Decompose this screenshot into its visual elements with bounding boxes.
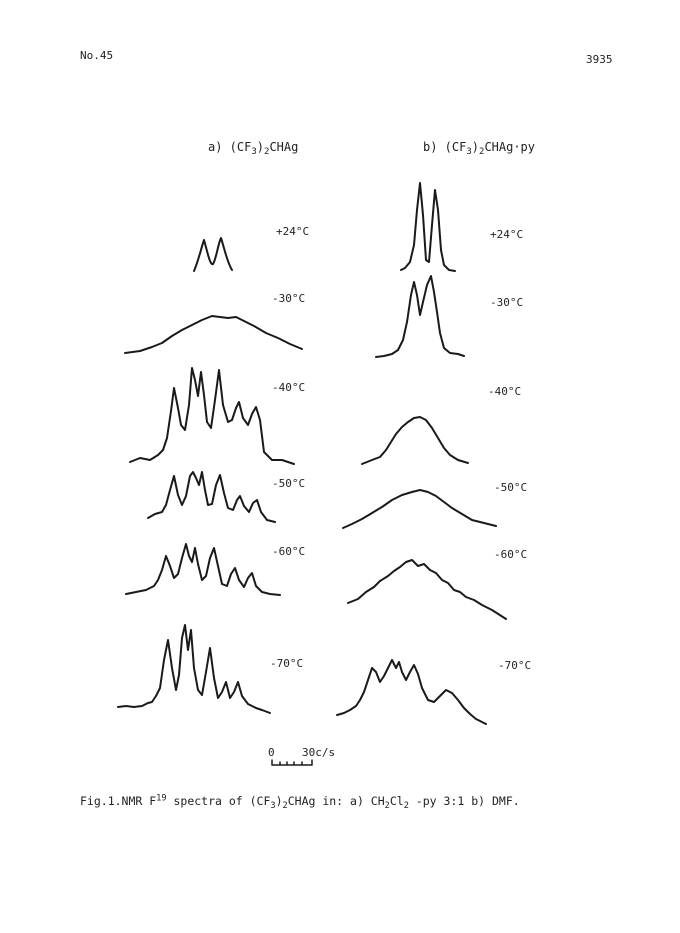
spectrum-b-minus50 — [343, 490, 496, 528]
temp-label-b-6: -70°C — [498, 659, 532, 672]
page-number-left: No.45 — [80, 49, 114, 62]
temp-label-b-5: -60°C — [494, 548, 528, 561]
spectrum-b-plus24 — [401, 183, 455, 271]
spectrum-a-minus50 — [148, 472, 275, 522]
temp-label-b-1: +24°C — [490, 228, 524, 241]
scale-value-label: 30c/s — [302, 746, 336, 759]
temp-label-a-4: -50°C — [272, 477, 306, 490]
temp-label-a-2: -30°C — [272, 292, 306, 305]
spectrum-a-minus60 — [126, 544, 280, 595]
spectrum-b-minus60 — [348, 560, 506, 619]
temp-label-b-4: -50°C — [494, 481, 528, 494]
temp-label-a-1: +24°C — [276, 225, 310, 238]
spectrum-a-minus70 — [118, 625, 270, 713]
figure-caption: Fig.1.NMR $F^{19}$ spectra of $(CF_3)_2CHAg$ in: a) $CH_2Cl_2$ -py 3:1 b) DMF. — [80, 793, 520, 812]
spectrum-b-minus70 — [337, 660, 486, 724]
temp-label-a-5: -60°C — [272, 545, 306, 558]
column-title-b: b) $(CF_3)_2CHAg\cdot py$ — [423, 140, 536, 158]
scale-bar-line — [272, 760, 312, 765]
spectrum-a-minus30 — [125, 316, 302, 353]
page-number-right: 3935 — [586, 53, 613, 66]
spectrum-a-minus40 — [130, 368, 294, 464]
column-title-a: a) $(CF_3)_2CHAg$ — [208, 140, 299, 158]
spectrum-b-minus30 — [376, 276, 464, 357]
temp-label-a-3: -40°C — [272, 381, 306, 394]
scale-zero-label: 0 — [268, 746, 275, 759]
spectrum-b-minus40 — [362, 417, 468, 464]
temp-label-a-6: -70°C — [270, 657, 304, 670]
spectrum-a-plus24 — [194, 238, 232, 271]
temp-label-b-2: -30°C — [490, 296, 524, 309]
temp-label-b-3: -40°C — [488, 385, 522, 398]
